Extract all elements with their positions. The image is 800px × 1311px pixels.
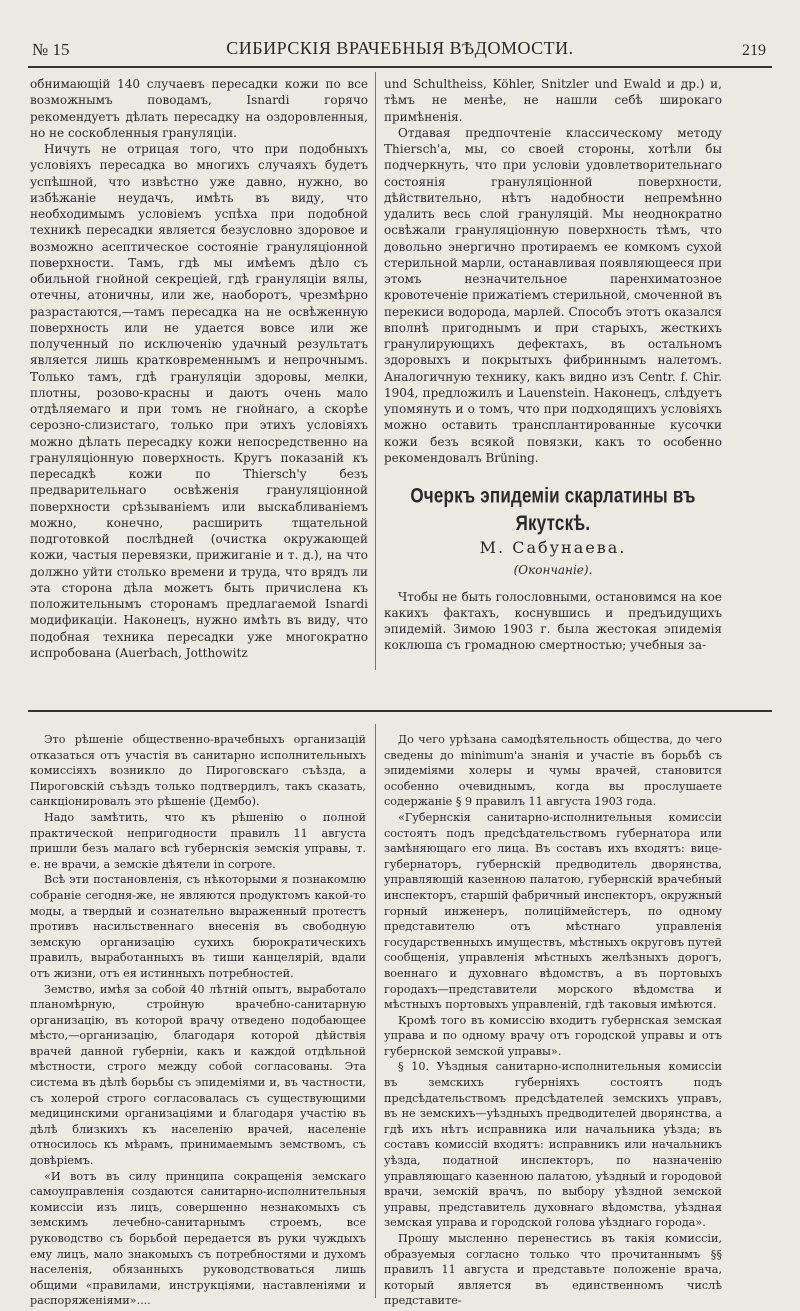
paragraph: Отдавая предпочтенiе классическому методу Thiersch'а, мы, со своей стороны, хотѣли бы подчеркнуть, что при условiи удовлетворительнаго состоянiя грануляцiонной поверхности, дѣйствительно, нѣтъ надобности непремѣнно удалить весь слой грануляцiй. Мы неоднократно освѣжали грануляцiонную поверхность тѣмъ, что довольно энергично протираемъ ее комкомъ сухой стерильной марли, останавливая появляющееся при этомъ незначительное паренхиматозное кровотеченiе прижатiемъ стерильной, смоченной въ перекиси водорода, марлей. Способъ этотъ оказался вполнѣ пригоднымъ и при старыхъ, жесткихъ гранулирующихъ дефектахъ, въ остальномъ здоровыхъ и покрытыхъ фибриннымъ налетомъ. Аналогичную технику, какъ видно изъ Centr. f. Chir. 1904, предложилъ и Lauenstein. Наконецъ, слѣдуетъ упомянуть и о томъ, что при подходящихъ условiяхъ можно оставить трансплантированные кусочки кожи безъ всякой повязки, какъ то особенно рекомендовалъ Brüning.: [384, 125, 722, 465]
paragraph: Это рѣшенiе общественно-врачебныхъ организацiй отказаться отъ участiя въ санитарно исполнительныхъ комиссiяхъ возникло до Пироговскаго съѣзда, а Пироговскiй съѣздъ только подтвердилъ, такъ сказать, санкцiонировалъ это рѣшенiе (Дембо).: [30, 733, 366, 809]
top-left-column: [30, 76, 368, 661]
section-divider: [28, 710, 772, 712]
paragraph: Прошу мысленно перенестись въ такiя комиссiи, образуемыя согласно только что прочитаннымъ §§ правилъ 11 августа и представьте положенiе врача, который является въ единственномъ числѣ представите-: [384, 1232, 722, 1308]
paragraph: обнимающiй 140 случаевъ пересадки кожи по все возможнымъ поводамъ, Isnardi горячо рекомендуетъ дѣлать пересадку на оздоровленныя, но не соскобленныя грануляцiи.: [30, 77, 368, 140]
paragraph: Кромѣ того въ комиссiю входитъ губернская земская управа и по одному врачу отъ городской управы и отъ губернской земской управы».: [384, 1013, 722, 1058]
paragraph: «Губернскiя санитарно-исполнительныя комиссiи состоятъ подъ предсѣдательствомъ губернатора или замѣняющаго его лица. Въ составъ ихъ входятъ: вице-губернаторъ, губернскiй предводитель дворянства, управляющiй казенною палатою, губернскiй врачебный инспекторъ, старшiй фабричный инспекторъ, окружный горный инженеръ, полицiймейстеръ, по одному представителю отъ мѣстнаго управленiя государственныхъ имуществъ, мѣстныхъ округовъ путей сообщенiя, управленiя мѣстныхъ желѣзныхъ дорогъ, военнаго и духовнаго вѣдомствъ, а въ портовыхъ городахъ—представители морского вѣдомства и мѣстныхъ портовыхъ управленiй, гдѣ таковыя имѣются.: [384, 810, 722, 1012]
paragraph: Всѣ эти постановленiя, съ нѣкоторыми я познакомлю собранiе сегодня-же, не являются продуктомъ какой-то моды, а твердый и сознательно выраженный протестъ противъ насильственнаго внесенiя въ свободную земскую организацiю сухихъ бюрократическихъ правилъ, выработанныхъ въ тиши канцелярiй, вдали отъ жизни, отъ ея истинныхъ потребностей.: [30, 873, 366, 980]
journal-title: СИБИРСКIЯ ВРАЧЕБНЫЯ ВѢДОМОСТИ.: [226, 38, 574, 58]
column-divider-top: [375, 72, 376, 670]
paragraph: und Schultheiss, Köhler, Snitzler und Ewald и др.) и, тѣмъ не менѣе, не нашли себѣ широкаго примѣненiя.: [384, 77, 722, 124]
issue-number: № 15: [32, 40, 70, 59]
paragraph: Ничуть не отрицая того, что при подобныхъ условiяхъ пересадка во многихъ случаяхъ будетъ успѣшной, что извѣстно уже давно, нужно, во избѣжанiе неудачъ, имѣть въ виду, что необходимымъ условiемъ успѣха при подобной техникѣ пересадки является безусловно здоровое и возможно асептическое состоянiе грануляцiонной поверхности. Тамъ, гдѣ мы имѣемъ дѣло съ обильной гнойной секрецiей, гдѣ грануляцiи вялы, отечны, атоничны, или же, наоборотъ, чрезмѣрно разрастаются,—тамъ пересадка на не освѣженную поверхность или не удается вовсе или же полученный по исключенiю удачный результатъ является лишь кратковременнымъ и непрочнымъ. Только тамъ, гдѣ грануляцiи здоровы, мелки, плотны, розово-красны и даютъ очень мало отдѣляемаго и при томъ не гнойнаго, а скорѣе серозно-слизистаго, только при этихъ условiяхъ можно дѣлать пересадку кожи непосредственно на грануляцiонную поверхность. Кругъ показанiй къ пересадкѣ кожи по Thiersch'у безъ предварительнаго освѣженiя грануляцiонной поверхности срѣзыванiемъ или выскабливанiемъ можно, конечно, расширить тщательной подготовкой послѣдней (очистка окружающей кожи, частыя перевязки, прижиганiе и т. д.), на что должно уйти столько времени и труда, что врядъ ли эта сторона дѣла можетъ быть причислена къ положительнымъ сторонамъ предлагаемой Isnardi модификацiи. Наконецъ, нужно имѣть въ виду, что подобная техника пересадки уже многократно испробована (Auerbach, Jotthowitz: [30, 142, 368, 660]
article-title: Очеркъ эпидемiи скарлатины въ Якутскѣ.: [410, 483, 696, 535]
article-continuation-note: (Окончанiе).: [513, 563, 593, 578]
paragraph: § 10. Уѣздныя санитарно-исполнительныя комиссiи въ земскихъ губернiяхъ состоятъ подъ предсѣдательствомъ предсѣдателей земскихъ управъ, въ не земскихъ—уѣздныхъ предводителей дворянства, а гдѣ ихъ нѣтъ исправника или начальника уѣзда; въ составъ комиссiй входятъ: исправникъ или начальникъ уѣзда, податной инспекторъ, по назначенiю управляющаго казенною палатою, уѣздный и городовой врачи, земскiй врачъ, по выбору уѣздной земской управы, представитель духовнаго вѣдомства, уѣздная земская управа и городской голова уѣзднаго города».: [384, 1060, 722, 1230]
page-header: [28, 36, 772, 68]
paragraph: Земство, имѣя за собой 40 лѣтнiй опытъ, выработало планомѣрную, стройную врачебно-санитарную организацiю, въ которой врачу отведено подобающее мѣсто,—организацiю, благодаря которой дѣйствiя врачей данной губернiи, какъ и каждой отдѣльной мѣстности, строго между собой согласованы. Эта система въ дѣлѣ борьбы съ эпидемiями и, въ частности, съ холерой строго согласовалась съ существующими медицинскими организацiями и благодаря участiю въ дѣлѣ близкихъ къ населенiю врачей, населенiе относилось къ мѣрамъ, принимаемымъ земствомъ, съ довѣрiемъ.: [30, 982, 366, 1168]
paragraph: Надо замѣтить, что къ рѣшенiю о полной практической непригодности правилъ 11 августа пришли безъ малаго всѣ губернскiя земскiя управы, т. е. не врачи, а земскiе дѣятели in corpore.: [30, 810, 366, 871]
paragraph: «И вотъ въ силу принципа сокращенiя земскаго самоуправленiя создаются санитарно-исполнительныя комиссiи изъ лицъ, совершенно незнакомыхъ съ земскимъ лечебно-санитарнымъ строемъ, все руководство съ борьбой передается въ руки чуждыхъ ему лицъ, мало знакомыхъ съ потребностями и духомъ населенiя, обязанныхъ руководствоваться лишь общими «правилами, инструкцiями, наставленiями и распоряженiями»....: [30, 1169, 366, 1308]
paragraph: До чего урѣзана самодѣятельность общества, до чего сведены до minimum'а знанiя и участiе въ борьбѣ съ эпидемiями холеры и чумы врачей, становится особенно очевиднымъ, когда вы прослушаете содержанiе § 9 правилъ 11 августа 1903 года.: [384, 733, 722, 809]
top-right-column: [384, 76, 722, 654]
paragraph: Чтобы не быть голословными, остановимся на кое какихъ фактахъ, коснувшись и предъидущихъ эпидемiй. Зимою 1903 г. была жестокая эпидемiя коклюша съ громадною смертностью; учебныя за-: [384, 589, 722, 653]
bottom-right-column: [384, 732, 722, 1309]
article-author: М. Сабунаева.: [479, 538, 627, 557]
column-divider-bottom: [375, 724, 376, 1298]
page-number: 219: [742, 42, 766, 59]
bottom-left-column: [30, 732, 366, 1309]
